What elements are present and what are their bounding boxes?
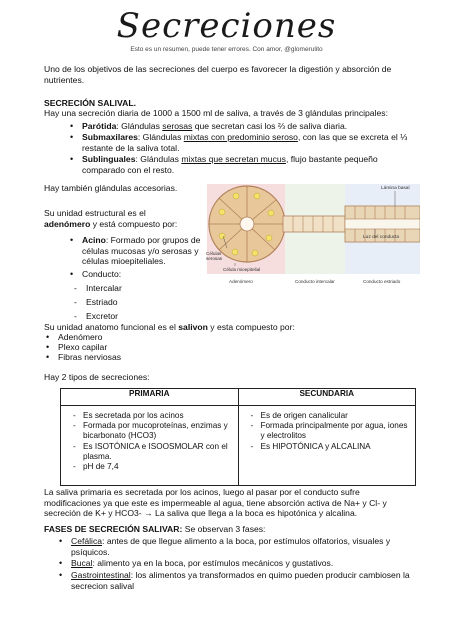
primaria-cell [61,406,239,486]
table-header-primaria: PRIMARIA [61,389,239,406]
phase-cefalica [71,536,411,557]
structure-line: y está compuesto por: [90,218,178,229]
duct-item: - Excretor [86,311,118,322]
acino-label: Acino [82,235,106,245]
secundaria-cell [238,406,416,486]
gland-text: , con las que se excreta el ⅓ restante de la saliva total. [82,132,408,153]
structure-line: Su unidad estructural es el [44,208,146,218]
gland-text: : Glándulas [116,121,163,131]
label-conducto-estriado: Conducto estriado [363,279,401,284]
adenomero-term: adenómero [44,218,91,229]
acino-item [82,235,202,267]
gland-name: Parótida [82,121,117,131]
phase-text: : antes de que llegue alimento a la boca, por estímulos olfatorios, visuales y psíquicos. [71,536,391,557]
phase-text: : los alimentos ya transformados en quimo pueden producir cambiosen la secrecion salival [71,570,410,591]
table-list-item: - Es ISOTÓNICA e ISOOSMOLAR con el plasma. [69,442,234,462]
types-intro: Hay 2 tipos de secreciones: [44,372,150,382]
table-list-item: - Es secretada por los acinos [69,411,234,421]
gland-name: Submaxilares [82,132,138,142]
duct-item: - Estriado [86,297,118,308]
structural-unit-text [44,208,204,229]
phases-heading [44,524,424,535]
phases-text: Se observan 3 fases: [182,524,266,534]
gland-parotida [82,121,412,132]
phase-text: : alimento ya en la boca, por estímulos mecánicos y gustativos. [92,558,334,568]
page-title: Secreciones [116,6,337,46]
gland-text: que secretan casi los ⅔ de saliva diaria. [192,121,348,131]
functional-text: Su unidad anatomo funcional es el [44,322,179,332]
functional-unit-text [44,322,424,333]
table-list-item: - pH de 7,4 [69,462,234,472]
gland-submaxilares [82,132,412,153]
salivon-term: salivon [178,322,208,332]
acino-text: : Formado por grupos de células mucosas y/o serosas y células mioepiteliales. [82,235,201,267]
salivon-item: • Fibras nerviosas [58,352,121,363]
table-header-secundaria: SECUNDARIA [238,389,416,406]
phase-bucal [71,558,411,569]
intro-paragraph: Uno de los objetivos de las secreciones del cuerpo es favorecer la digestión y absorción de nutrientes. [44,64,392,85]
table-list-item: - Formada principalmente por agua, iones y electrolitos [247,421,412,441]
duct-item: - Intercalar [86,283,122,294]
saliva-heading: SECRECIÓN SALIVAL. [44,98,136,108]
diagram-svg [205,178,420,290]
functional-text: y esta compuesto por: [207,322,295,332]
phases-title: FASES DE SECRECIÓN SALIVAR: [44,524,183,534]
phase-name: Cefálica [71,536,103,546]
phase-gastrointestinal [71,570,411,591]
gland-name: Sublinguales [82,154,136,164]
table-list-item: - Es de origen canalicular [247,411,412,421]
label-conducto-intercalar: Conducto intercalar [295,279,335,284]
phase-name: Gastrointestinal [71,570,131,580]
salivon-item: • Adenómero [58,332,102,343]
table-list-item: - Formada por mucoproteínas, enzimas y bicarbonato (HCO3) [69,421,234,441]
primary-saliva-note: La saliva primaria es secretada por los acinos, luego al pasar por el conducto sufre modificaciones ya que este es impermeable al agua, tiene absorción activa de Na+ y Cl- y secreción de K+ y HCO3- → La saliva que llega a la boca es hipotónica y alcalina. [44,487,387,519]
adenomero-diagram [205,178,420,290]
salivon-item: • Plexo capilar [58,342,107,353]
label-adenomero: Adenómero [229,279,253,284]
label-lamina-basal: Lámina basal [381,186,410,191]
page-subtitle: Esto es un resumen, puede tener errores. Con amor, @glomerulito [130,46,323,53]
gland-text: : Glándulas [135,154,182,164]
saliva-text: Hay una secreción diaria de 1000 a 1500 ml de saliva, a través de 3 glándulas principales: [44,108,388,118]
conducto-item: • Conducto: [82,269,121,280]
label-celula-mioepitelial: Célula mioepitelial [223,267,261,272]
label-celulas-serosas: Células serosas [206,251,223,261]
gland-type: mixtas con predominio seroso [183,132,298,142]
phase-name: Bucal [71,558,93,568]
gland-type: mixtas que secretan mucus [181,154,286,164]
label-luz-conducto: Luz del conducto [363,235,400,240]
gland-text: , flujo bastante pequeño comparado con el resto. [82,154,378,175]
gland-type: serosas [162,121,193,131]
gland-text: : Glándulas [137,132,184,142]
secretion-types-table [60,388,416,486]
accessory-glands-text: Hay también glándulas accesorias. [44,183,178,193]
gland-sublinguales [82,154,412,175]
table-list-item: - Es HIPOTÓNICA y ALCALINA [247,442,412,452]
